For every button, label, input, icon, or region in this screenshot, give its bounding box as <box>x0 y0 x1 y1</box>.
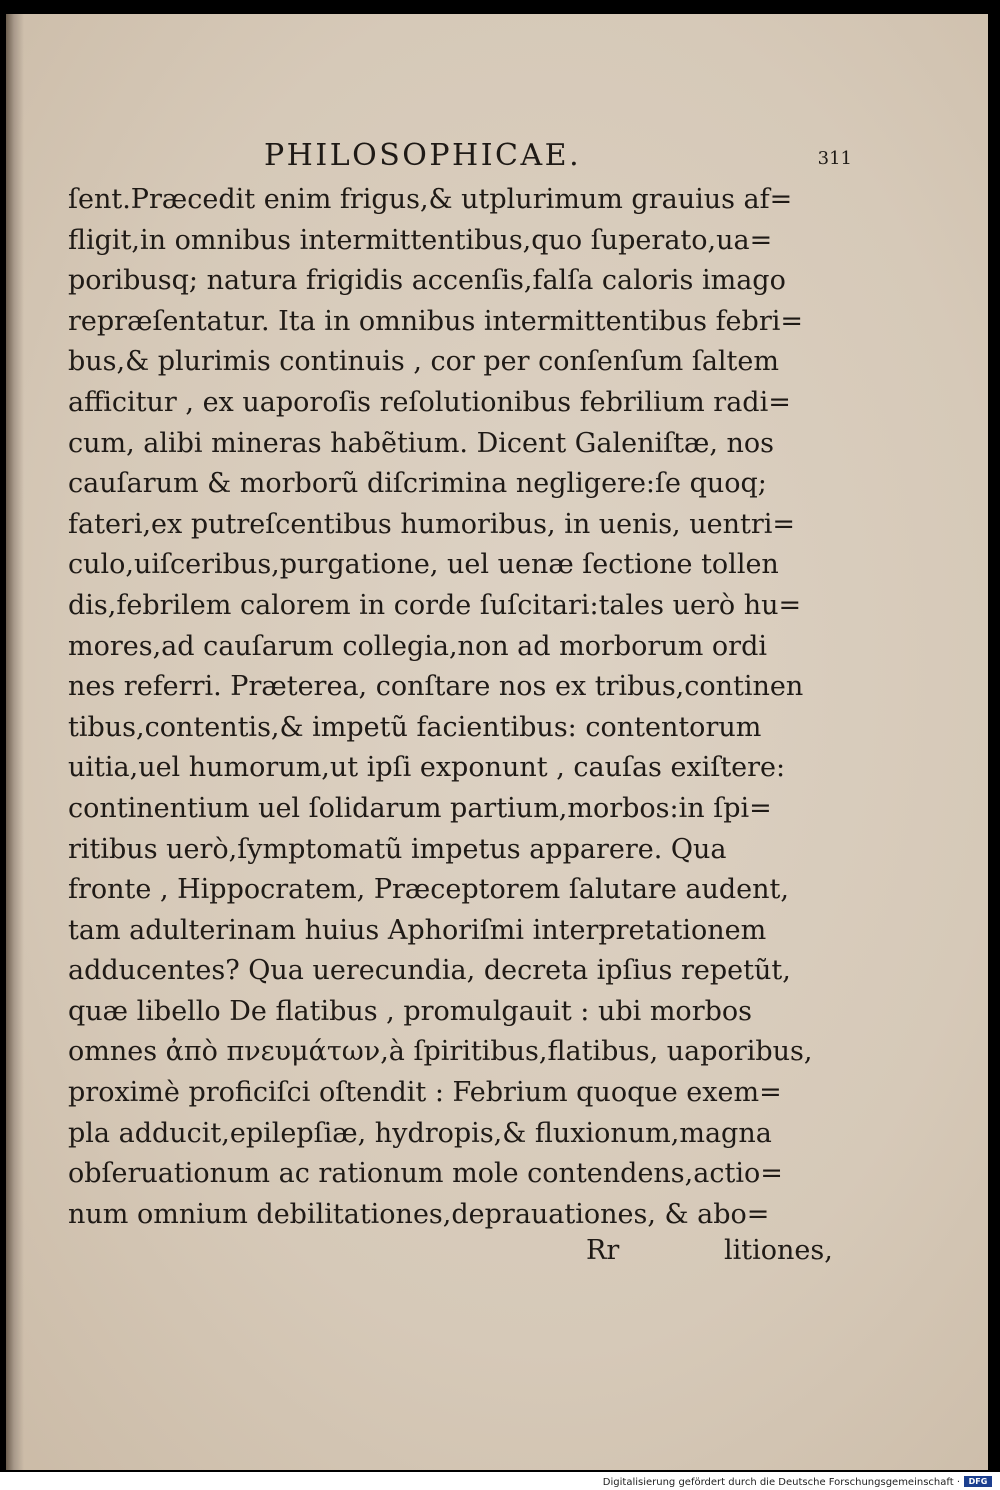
binding-gutter <box>6 14 24 1470</box>
running-head: PHILOSOPHICAE. <box>264 138 582 173</box>
text-line: pla adducit,epilepſiæ, hydropis,& fluxionum,magna <box>68 1117 772 1149</box>
text-line: afficitur , ex uaporoſis reſolutionibus febrilium radi= <box>68 386 791 418</box>
text-block <box>68 132 858 1279</box>
text-line: quæ libello De flatibus , promulgauit : ubi morbos <box>68 995 752 1027</box>
text-line: uitia,uel humorum,ut ipſi exponunt , cauſas exiſtere: <box>68 752 786 784</box>
page-header <box>68 132 858 180</box>
page-number: 311 <box>817 148 852 169</box>
text-line: ritibus uerò,ſymptomatũ impetus apparere. Qua <box>68 833 727 865</box>
text-line: fronte , Hippocratem, Præceptorem ſalutare audent, <box>68 874 789 906</box>
text-line: nes referri. Præterea, conſtare nos ex tribus,continen <box>68 671 804 703</box>
text-line: cauſarum & morborũ diſcrimina negligere:ſe quoq; <box>68 468 767 500</box>
dfg-logo: DFG <box>964 1476 992 1487</box>
body-text <box>68 180 858 1235</box>
text-line: culo,uiſceribus,purgatione, uel uenæ ſectione tollen <box>68 549 779 581</box>
digitization-footer <box>0 1472 1000 1490</box>
text-line: mores,ad cauſarum collegia,non ad morborum ordi <box>68 630 767 662</box>
text-line: ſent.Præcedit enim frigus,& utplurimum grauius af= <box>68 184 793 215</box>
text-line: num omnium debilitationes,deprauationes, & abo= <box>68 1198 770 1230</box>
text-line: fateri,ex putreſcentibus humoribus, in uenis, uentri= <box>68 508 795 540</box>
digitization-credit: Digitalisierung gefördert durch die Deutsche Forschungsgemeinschaft · <box>602 1477 960 1488</box>
signature-mark: Rr <box>586 1235 620 1267</box>
page-footer <box>68 1235 858 1279</box>
text-line: tam adulterinam huius Aphoriſmi interpretationem <box>68 914 767 946</box>
text-line: proximè proficiſci oſtendit : Febrium quoque exem= <box>68 1077 782 1109</box>
catchword: litiones, <box>724 1235 833 1267</box>
text-line: dis,febrilem calorem in corde ſuſcitari:tales uerò hu= <box>68 589 802 621</box>
text-line: omnes ἀπὸ πνευμάτων,à ſpiritibus,flatibus, uaporibus, <box>68 1036 813 1068</box>
text-line: bus,& plurimis continuis , cor per conſenſum ſaltem <box>68 346 779 378</box>
text-line: cum, alibi mineras habẽtium. Dicent Galeniſtæ, nos <box>68 427 774 459</box>
text-line: obſeruationum ac rationum mole contendens,actio= <box>68 1158 783 1190</box>
text-line: repræſentatur. Ita in omnibus intermittentibus febri= <box>68 305 803 337</box>
text-line: continentium uel ſolidarum partium,morbos:in ſpi= <box>68 792 772 824</box>
book-page <box>6 14 988 1470</box>
text-line: poribusq; natura frigidis accenſis,falſa caloris imago <box>68 265 786 297</box>
text-line: adducentes? Qua uerecundia, decreta ipſius repetũt, <box>68 955 791 987</box>
text-line: tibus,contentis,& impetũ facientibus: contentorum <box>68 711 762 743</box>
text-line: fligit,in omnibus intermittentibus,quo ſuperato,ua= <box>68 224 773 256</box>
